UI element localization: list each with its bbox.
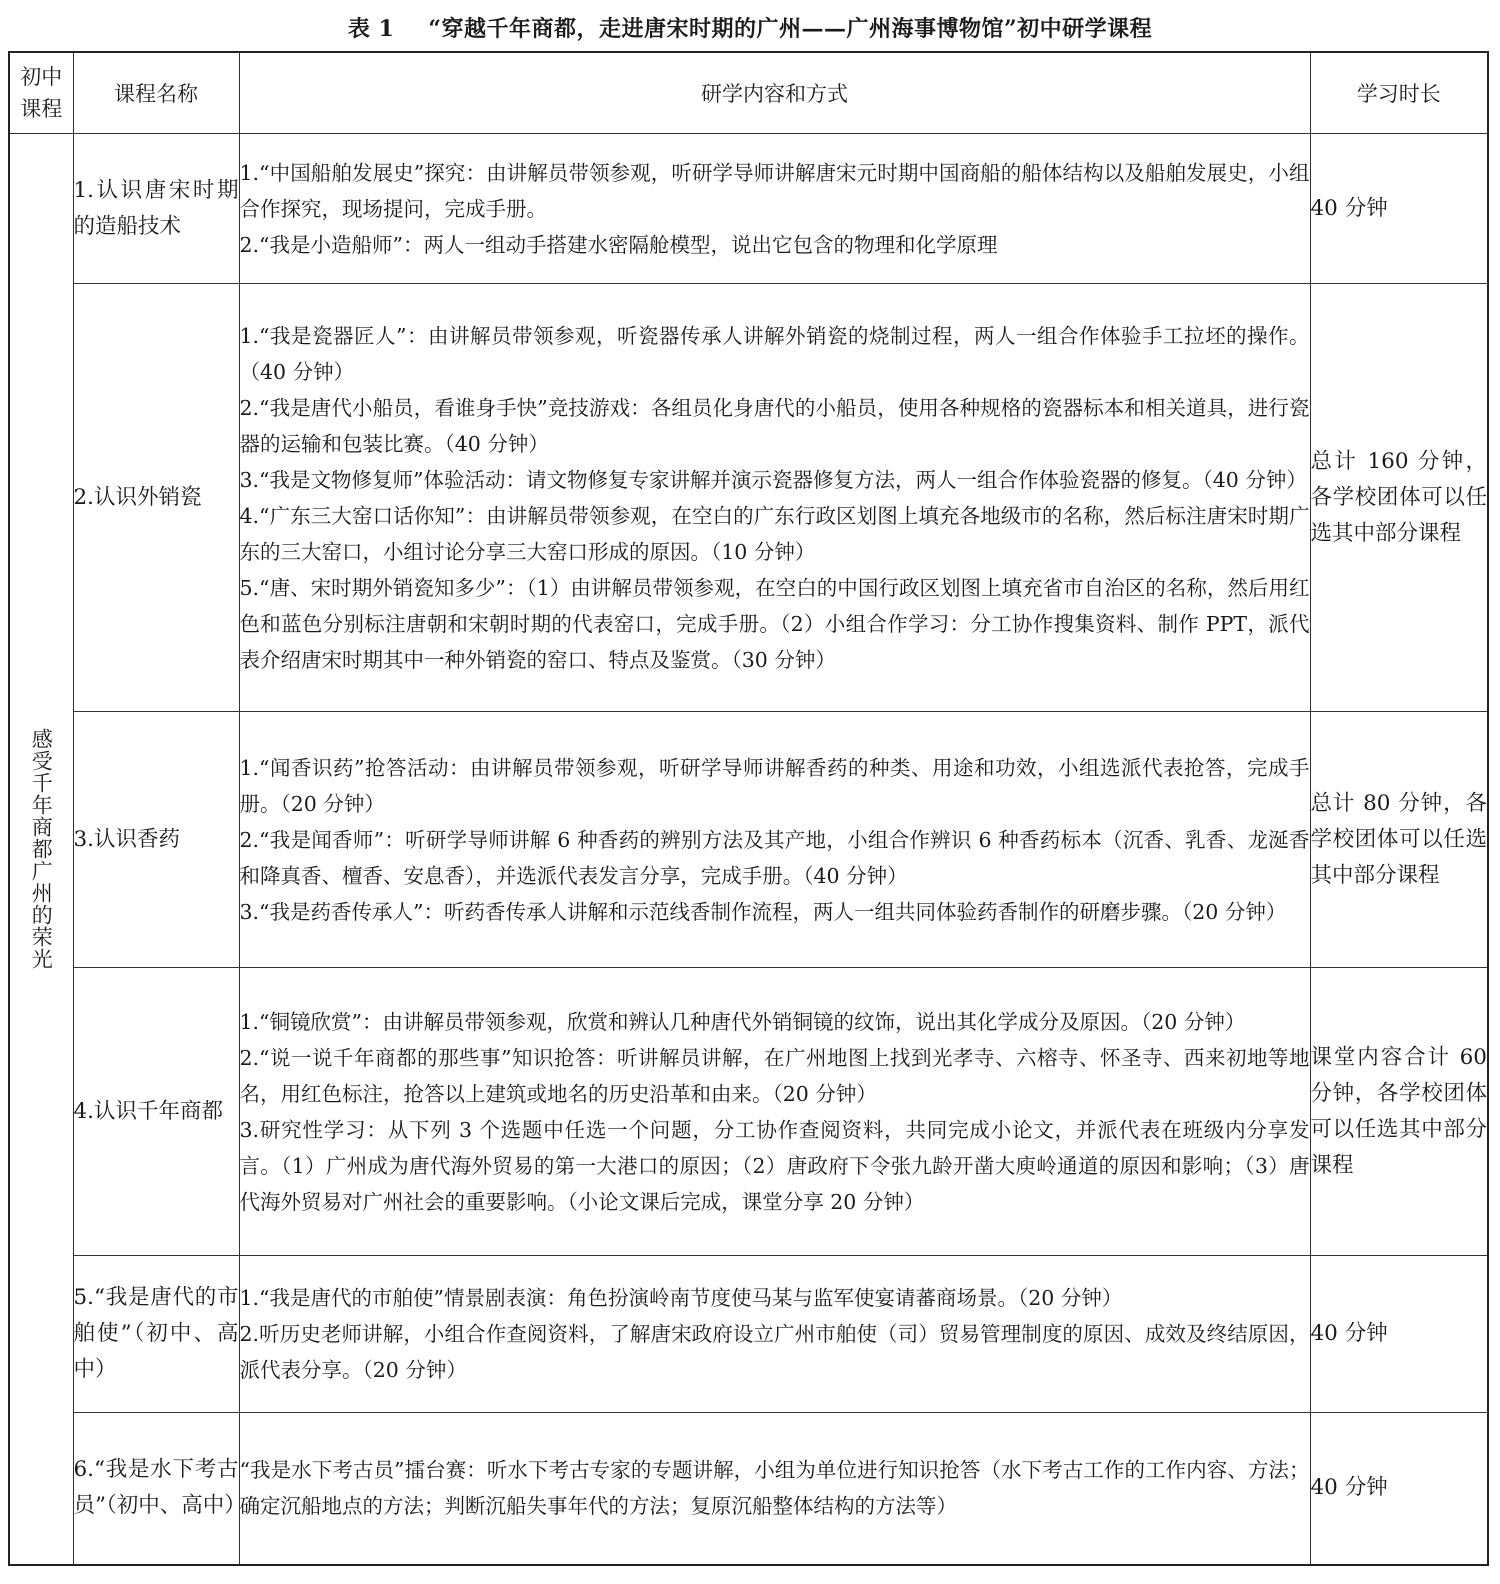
course-name: 3.认识香药: [73, 712, 239, 968]
course-content: [239, 1256, 1310, 1413]
course-content: [239, 968, 1310, 1256]
table-number: 表 1: [347, 16, 395, 42]
content-item: 2.“说一说千年商都的那些事”知识抢答：听讲解员讲解，在广州地图上找到光孝寺、六榕寺、怀圣寺、西来初地等地名，用红色标注，抢答以上建筑或地名的历史沿革和由来。（20 分钟）: [239, 1045, 1310, 1106]
course-name: 2.认识外销瓷: [73, 284, 239, 712]
content-item: 1.“闻香识药”抢答活动：由讲解员带领参观，听研学导师讲解香药的种类、用途和功效，小组选派代表抢答，完成手册。（20 分钟）: [239, 755, 1310, 816]
course-name: 4.认识千年商都: [73, 968, 239, 1256]
content-item: 3.“我是药香传承人”：听药香传承人讲解和示范线香制作流程，两人一组共同体验药香制作的研磨步骤。（20 分钟）: [239, 899, 1287, 924]
header-course-name: 课程名称: [73, 52, 239, 134]
content-item: 4.“广东三大窑口话你知”：由讲解员带领参观，在空白的广东行政区划图上填充各地级市的名称，然后标注唐宋时期广东的三大窑口，小组讨论分享三大窑口形成的原因。（10 分钟）: [239, 503, 1310, 564]
table-row: [9, 1413, 1488, 1565]
content-item: 3.“我是文物修复师”体验活动：请文物修复专家讲解并演示瓷器修复方法，两人一组合作体验瓷器的修复。（40 分钟）: [239, 467, 1307, 492]
content-item: 2.听历史老师讲解，小组合作查阅资料，了解唐宋政府设立广州市舶使（司）贸易管理制度的原因、成效及终结原因，派代表分享。（20 分钟）: [239, 1322, 1310, 1382]
category-label: 感受千年商都广州的荣光: [29, 727, 54, 970]
content-item: “我是水下考古员”擂台赛：听水下考古专家的专题讲解，小组为单位进行知识抢答（水下考古工作的工作内容、方法；确定沉船地点的方法；判断沉船失事年代的方法；复原沉船整体结构的方法等）: [239, 1458, 1310, 1519]
course-name: 1.认识唐宋时期的造船技术: [73, 134, 239, 284]
course-duration: 总计 160 分钟，各学校团体可以任选其中部分课程: [1310, 284, 1488, 712]
course-content: [239, 1413, 1310, 1565]
content-item: 1.“我是瓷器匠人”：由讲解员带领参观，听瓷器传承人讲解外销瓷的烧制过程，两人一组合作体验手工拉坯的操作。（40 分钟）: [239, 323, 1310, 384]
course-duration: 总计 80 分钟，各学校团体可以任选其中部分课程: [1310, 712, 1488, 968]
course-duration: 课堂内容合计 60 分钟，各学校团体可以任选其中部分课程: [1310, 968, 1488, 1256]
table-header-row: [9, 52, 1488, 134]
content-item: 1.“我是唐代的市舶使”情景剧表演：角色扮演岭南节度使马某与监军使宴请蕃商场景。（20 分钟）: [239, 1286, 1123, 1310]
content-item: 2.“我是小造船师”：两人一组动手搭建水密隔舱模型，说出它包含的物理和化学原理: [239, 232, 998, 257]
content-item: 2.“我是唐代小船员，看谁身手快”竞技游戏：各组员化身唐代的小船员，使用各种规格的瓷器标本和相关道具，进行瓷器的运输和包装比赛。（40 分钟）: [239, 395, 1310, 456]
course-content: [239, 284, 1310, 712]
content-item: 2.“我是闻香师”：听研学导师讲解 6 种香药的辨别方法及其产地，小组合作辨识 6 种香药标本（沉香、乳香、龙涎香和降真香、檀香、安息香），并选派代表发言分享，完成手册。（40 分钟）: [239, 827, 1310, 888]
category-cell: [9, 134, 73, 1565]
course-duration: 40 分钟: [1310, 1256, 1488, 1413]
course-duration: 40 分钟: [1310, 1413, 1488, 1565]
content-item: 1.“铜镜欣赏”：由讲解员带领参观，欣赏和辨认几种唐代外销铜镜的纹饰，说出其化学成分及原因。（20 分钟）: [239, 1009, 1246, 1034]
header-level: 初中课程: [9, 52, 73, 134]
header-content: 研学内容和方式: [239, 52, 1310, 134]
table-row: [9, 968, 1488, 1256]
header-duration: 学习时长: [1310, 52, 1488, 134]
course-name: 5.“我是唐代的市舶使”（初中、高中）: [73, 1256, 239, 1413]
content-item: 3.研究性学习：从下列 3 个选题中任选一个问题，分工协作查阅资料，共同完成小论文，并派代表在班级内分享发言。（1）广州成为唐代海外贸易的第一大港口的原因；（2）唐政府下令张九龄开凿大庾岭通道的原因和影响；（3）唐代海外贸易对广州社会的重要影响。（小论文课后完成，课堂分享 20 分钟）: [239, 1117, 1310, 1214]
content-item: 1.“中国船舶发展史”探究：由讲解员带领参观，听研学导师讲解唐宋元时期中国商船的船体结构以及船舶发展史，小组合作探究，现场提问，完成手册。: [239, 160, 1310, 221]
table-row: [9, 712, 1488, 968]
table-row: [9, 284, 1488, 712]
course-name: 6.“我是水下考古员”（初中、高中）: [73, 1413, 239, 1565]
content-item: 5.“唐、宋时期外销瓷知多少”：（1）由讲解员带领参观，在空白的中国行政区划图上填充省市自治区的名称，然后用红色和蓝色分别标注唐朝和宋朝时期的代表窑口，完成手册。（2）小组合作学习：分工协作搜集资料、制作 PPT，派代表介绍唐宋时期其中一种外销瓷的窑口、特点及鉴赏。（30 分钟）: [239, 575, 1310, 672]
course-content: [239, 712, 1310, 968]
course-duration: 40 分钟: [1310, 134, 1488, 284]
course-content: [239, 134, 1310, 284]
table-row: [9, 134, 1488, 284]
table-title: “穿越千年商都，走进唐宋时期的广州——广州海事博物馆”初中研学课程: [428, 16, 1153, 42]
course-table: [8, 51, 1489, 1566]
table-caption: [0, 12, 1500, 43]
table-row: [9, 1256, 1488, 1413]
